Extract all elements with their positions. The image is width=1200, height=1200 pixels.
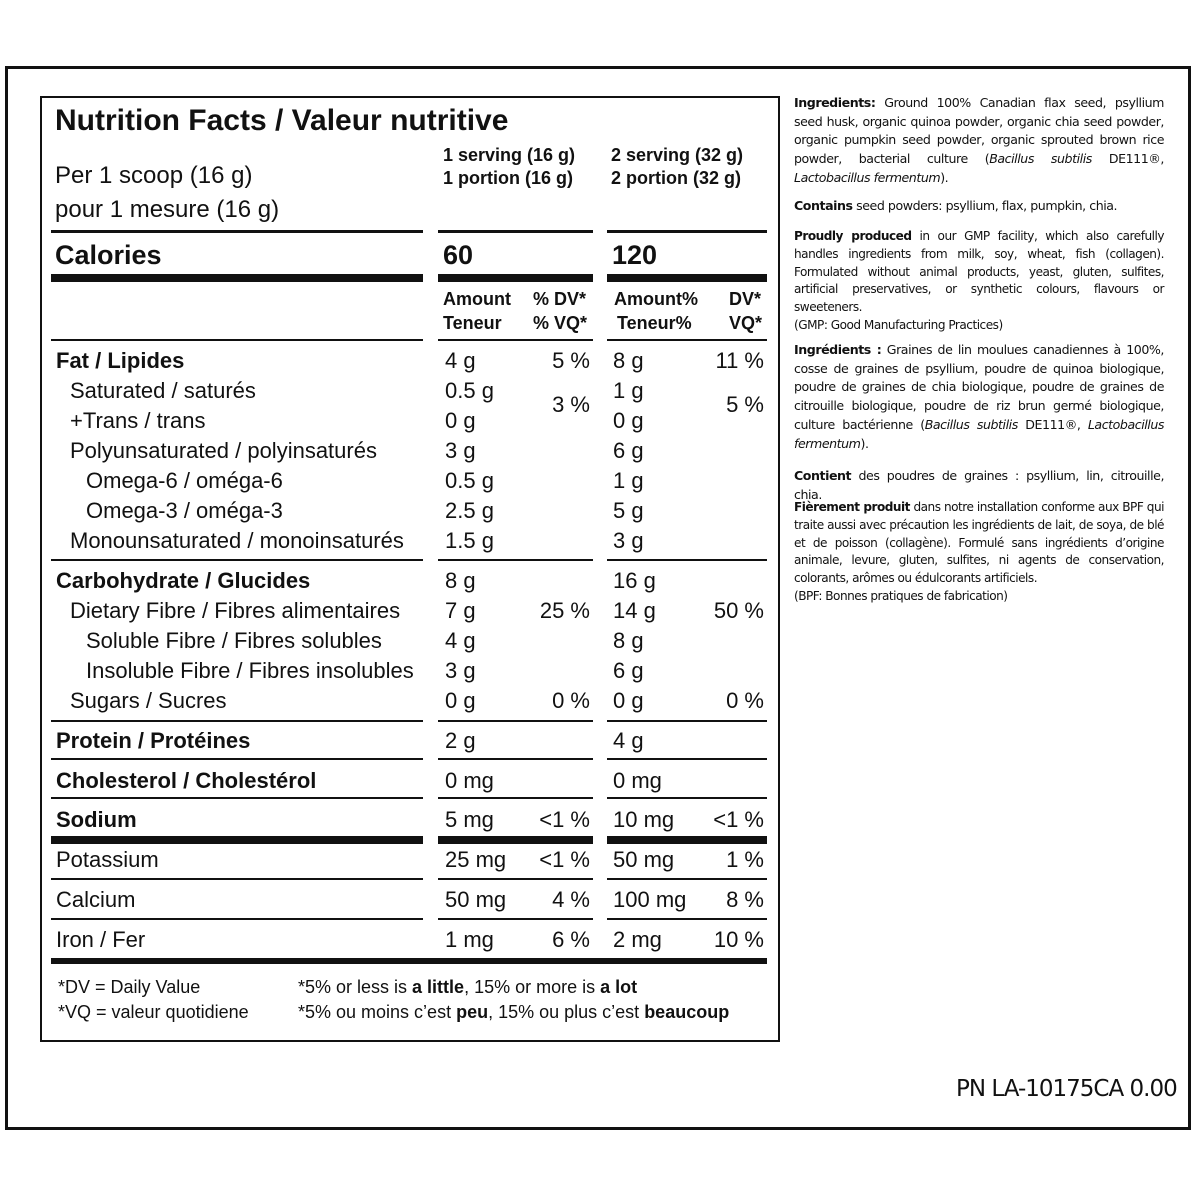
dv-col2: 50 % (713, 598, 764, 623)
amount-col2: 1 g (613, 468, 644, 493)
amount-col1: 8 g (445, 568, 476, 593)
nutrient-label: Potassium (56, 847, 159, 872)
dv-col1: <1 % (539, 807, 590, 832)
amount-col2: 0 g (613, 688, 644, 713)
header-vq: % VQ* (533, 313, 588, 333)
nutrient-label: +Trans / trans (70, 408, 206, 433)
amount-col2: 5 g (613, 498, 644, 523)
sat-trans-dv-col2: 5 % (726, 392, 764, 417)
thick-rule (607, 836, 767, 844)
rule (607, 758, 767, 760)
produced-fr: Fièrement produit dans notre installation conforme aux BPF qui traite aussi avec précaution les ingrédients de lait, de soya, de blé et de poisson (collagène). Formulé sans ingrédients d’origine animale, levure, gluten, sulfites, ni agents de conservation, colorants, arômes ou édulcorants artificiels. (BPF: Bonnes pratiques de fabrication) (794, 500, 1164, 603)
amount-col1: 4 g (445, 348, 476, 373)
header-teneur: Teneur (443, 313, 502, 333)
amount-col1: 1 mg (445, 927, 494, 952)
nutrient-label: Sodium (56, 807, 137, 832)
amount-col2: 0 g (613, 408, 644, 433)
amount-col2: 14 g (613, 598, 656, 623)
dv-col2: <1 % (713, 807, 764, 832)
nutrient-label: Sugars / Sucres (70, 688, 227, 713)
header-amount-2: Amount% (614, 289, 698, 309)
thick-rule (51, 836, 423, 844)
dv-col1: 0 % (552, 688, 590, 713)
thick-rule (438, 836, 593, 844)
rule (438, 758, 593, 760)
rule (51, 339, 423, 341)
dv-col2: 0 % (726, 688, 764, 713)
amount-col1: 25 mg (445, 847, 507, 872)
serving-size-en: Per 1 scoop (16 g) (55, 162, 253, 189)
dv-col1: <1 % (539, 847, 590, 872)
amount-col2: 6 g (613, 658, 644, 683)
amount-col1: 7 g (445, 598, 476, 623)
nutrient-label: Calcium (56, 887, 136, 912)
amount-col2: 8 g (613, 348, 644, 373)
amount-col1: 3 g (445, 658, 476, 683)
nutrient-label: Protein / Protéines (56, 728, 251, 753)
amount-col1: 0.5 g (445, 378, 494, 403)
ingredients-fr: Ingrédients : Graines de lin moulues canadiennes à 100%, cosse de graines de psyllium, poudre de quinoa biologique, poudre de graines de chia biologique, poudre de graines de citrouille biologique, poudre de riz brun germé biologique, culture bactérienne (Bacillus subtilis DE111®, Lactobacillus fermentum). (794, 342, 1164, 451)
amount-col1: 0 mg (445, 768, 494, 793)
amount-col1: 0.5 g (445, 468, 494, 493)
rule (51, 918, 423, 920)
amount-col2: 8 g (613, 628, 644, 653)
rule (438, 559, 593, 561)
rule (438, 797, 593, 799)
amount-col2: 0 mg (613, 768, 662, 793)
nutrient-label: Soluble Fibre / Fibres solubles (86, 628, 382, 653)
nutrition-title: Nutrition Facts / Valeur nutritive (55, 104, 509, 137)
dv-col1: 4 % (552, 887, 590, 912)
amount-col1: 2.5 g (445, 498, 494, 523)
rule (51, 720, 423, 722)
amount-col2: 4 g (613, 728, 644, 753)
dv-col2: 10 % (713, 927, 764, 952)
rule (438, 918, 593, 920)
amount-col2: 16 g (613, 568, 656, 593)
amount-col1: 5 mg (445, 807, 494, 832)
header-vq-2: VQ* (729, 313, 763, 333)
rule (51, 878, 423, 880)
amount-col1: 50 mg (445, 887, 507, 912)
thick-rule (51, 958, 767, 964)
rule (438, 878, 593, 880)
rule (607, 559, 767, 561)
rule (607, 878, 767, 880)
rule (607, 339, 767, 341)
amount-col1: 0 g (445, 408, 476, 433)
nutrient-label: Insoluble Fibre / Fibres insolubles (86, 658, 414, 683)
header-amount: Amount (443, 289, 511, 309)
rule (607, 918, 767, 920)
header-teneur-2: Teneur% (617, 313, 692, 333)
amount-col1: 3 g (445, 438, 476, 463)
nutrient-label: Dietary Fibre / Fibres alimentaires (70, 598, 401, 623)
footnote-dv: *DV = Daily Value (58, 977, 201, 997)
dv-col2: 11 % (715, 348, 764, 373)
calories-col1: 60 (443, 240, 474, 270)
rule (51, 797, 423, 799)
part-number: PN LA-10175CA 0.00 (956, 1076, 1177, 1102)
col1-serving-fr: 1 portion (16 g) (443, 168, 573, 188)
col1-serving-en: 1 serving (16 g) (443, 145, 576, 165)
amount-col1: 0 g (445, 688, 476, 713)
produced-en: Proudly produced in our GMP facility, which also carefully handles ingredients from milk, soy, wheat, fish (collagen). Formulated without animal products, yeast, gluten, sulfites, artificial preservatives, or synthetic colours, flavours or sweeteners. (GMP: Good Manufacturing Practices) (794, 229, 1165, 332)
footnote-en: *5% or less is a little, 15% or more is a lot (298, 977, 638, 997)
amount-col2: 1 g (613, 378, 644, 403)
nutrient-label: Polyunsaturated / polyinsaturés (70, 438, 377, 463)
amount-col1: 2 g (445, 728, 476, 753)
col2-serving-fr: 2 portion (32 g) (611, 168, 741, 188)
amount-col2: 100 mg (613, 887, 687, 912)
amount-col2: 50 mg (613, 847, 675, 872)
dv-col1: 5 % (552, 348, 590, 373)
amount-col1: 4 g (445, 628, 476, 653)
calories-label: Calories (55, 240, 162, 270)
dv-col1: 25 % (539, 598, 590, 623)
thick-rule (438, 274, 593, 282)
dv-col2: 8 % (726, 887, 764, 912)
rule (51, 758, 423, 760)
amount-col2: 2 mg (613, 927, 662, 952)
thick-rule (607, 274, 767, 282)
amount-col2: 6 g (613, 438, 644, 463)
nutrient-label: Saturated / saturés (70, 378, 256, 403)
amount-col2: 10 mg (613, 807, 675, 832)
header-dv-2: DV* (729, 289, 762, 309)
amount-col2: 3 g (613, 528, 644, 553)
rule (51, 559, 423, 561)
footnote-fr: *5% ou moins c’est peu, 15% ou plus c’est beaucoup (298, 1002, 730, 1022)
rule (607, 720, 767, 722)
header-dv: % DV* (533, 289, 587, 309)
rule (51, 230, 423, 233)
contains-en: Contains seed powders: psyllium, flax, pumpkin, chia. (794, 198, 1118, 213)
dv-col2: 1 % (726, 847, 764, 872)
rule (607, 797, 767, 799)
rule (438, 720, 593, 722)
nutrient-label: Cholesterol / Cholestérol (56, 768, 317, 793)
nutrient-label: Monounsaturated / monoinsaturés (70, 528, 404, 553)
ingredients-en: Ingredients: Ground 100% Canadian flax seed, psyllium seed husk, organic quinoa powder, organic chia seed powder, organic pumpkin seed powder, organic sprouted brown rice powder, bacterial culture (Bacillus subtilis DE111®, Lactobacillus fermentum). (794, 95, 1164, 185)
thick-rule (51, 274, 423, 282)
rule (438, 230, 593, 233)
contains-fr: Contient des poudres de graines : psyllium, lin, citrouille, chia. (794, 468, 1164, 502)
dv-col1: 6 % (552, 927, 590, 952)
sat-trans-dv-col1: 3 % (552, 392, 590, 417)
col2-serving-en: 2 serving (32 g) (611, 145, 744, 165)
nutrient-label: Omega-3 / oméga-3 (86, 498, 283, 523)
nutrient-label: Iron / Fer (56, 927, 146, 952)
nutrient-label: Carbohydrate / Glucides (56, 568, 311, 593)
nutrient-label: Fat / Lipides (56, 348, 185, 373)
calories-col2: 120 (612, 240, 658, 270)
footnote-vq: *VQ = valeur quotidiene (58, 1002, 249, 1022)
nutrient-label: Omega-6 / oméga-6 (86, 468, 283, 493)
amount-col1: 1.5 g (445, 528, 494, 553)
serving-size-fr: pour 1 mesure (16 g) (55, 196, 280, 223)
rule (607, 230, 767, 233)
rule (438, 339, 593, 341)
